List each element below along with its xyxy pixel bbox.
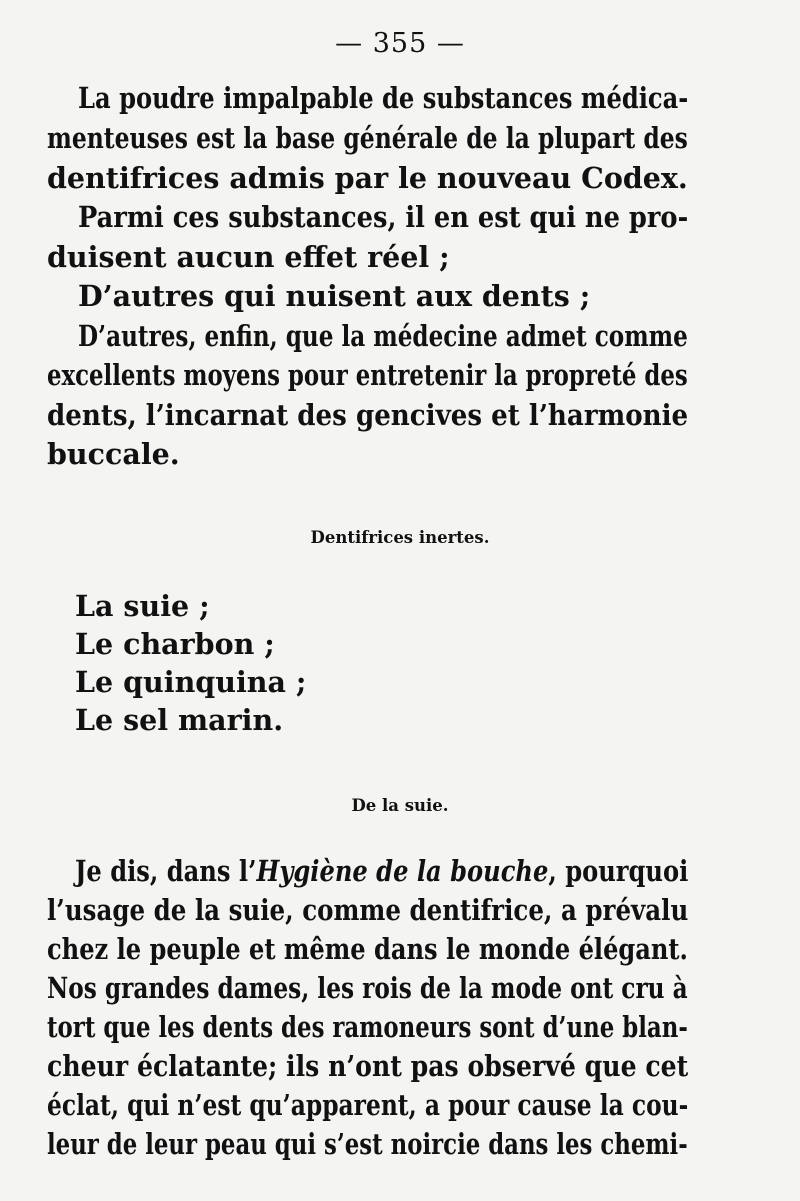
text-line: La poudre impalpable de substances médica- [78,81,689,115]
text-line: dents, l’incarnat des gencives et l’harmonie [47,398,689,432]
section-heading: De la suie. [351,796,449,815]
text-line: Nos grandes dames, les rois de la mode ont cru à [47,971,688,1005]
text-line: duisent aucun effet réel ; [47,240,450,274]
text-line: leur de leur peau qui s’est noircie dans les chemi- [47,1127,688,1161]
text-line: tort que les dents des ramoneurs sont d’une blan- [47,1010,688,1044]
section-heading: Dentifrices inertes. [310,528,490,547]
text-line: Parmi ces substances, il en est qui ne pro- [78,200,689,234]
text-line [75,854,689,888]
list-item: Le quinquina ; [75,665,307,699]
text-line: l’usage de la suie, comme dentifrice, a prévalu [47,893,689,927]
text-line: dentifrices admis par le nouveau Codex. [47,161,688,195]
text-line: chez le peuple et même dans le monde élégant. [47,932,688,966]
list-item: Le charbon ; [75,627,275,661]
text-line: cheur éclatante; ils n’ont pas observé que cet [47,1049,689,1083]
text-line: menteuses est la base générale de la plupart des [47,121,688,155]
text-span: , pourquoi [548,854,689,888]
text-line: excellents moyens pour entretenir la propreté des [47,358,688,392]
page-number: — 355 — [335,28,465,59]
text-line: éclat, qui n’est qu’apparent, a pour cause la cou- [47,1088,689,1122]
book-title: Hygiène de la bouche [256,854,549,888]
text-line: buccale. [47,437,180,471]
list-item: La suie ; [75,589,210,623]
text-span: Je dis, dans l’ [75,854,257,888]
text-line: D’autres qui nuisent aux dents ; [78,279,591,313]
text-line: D’autres, enfin, que la médecine admet comme [78,319,688,353]
list-item: Le sel marin. [75,703,284,737]
